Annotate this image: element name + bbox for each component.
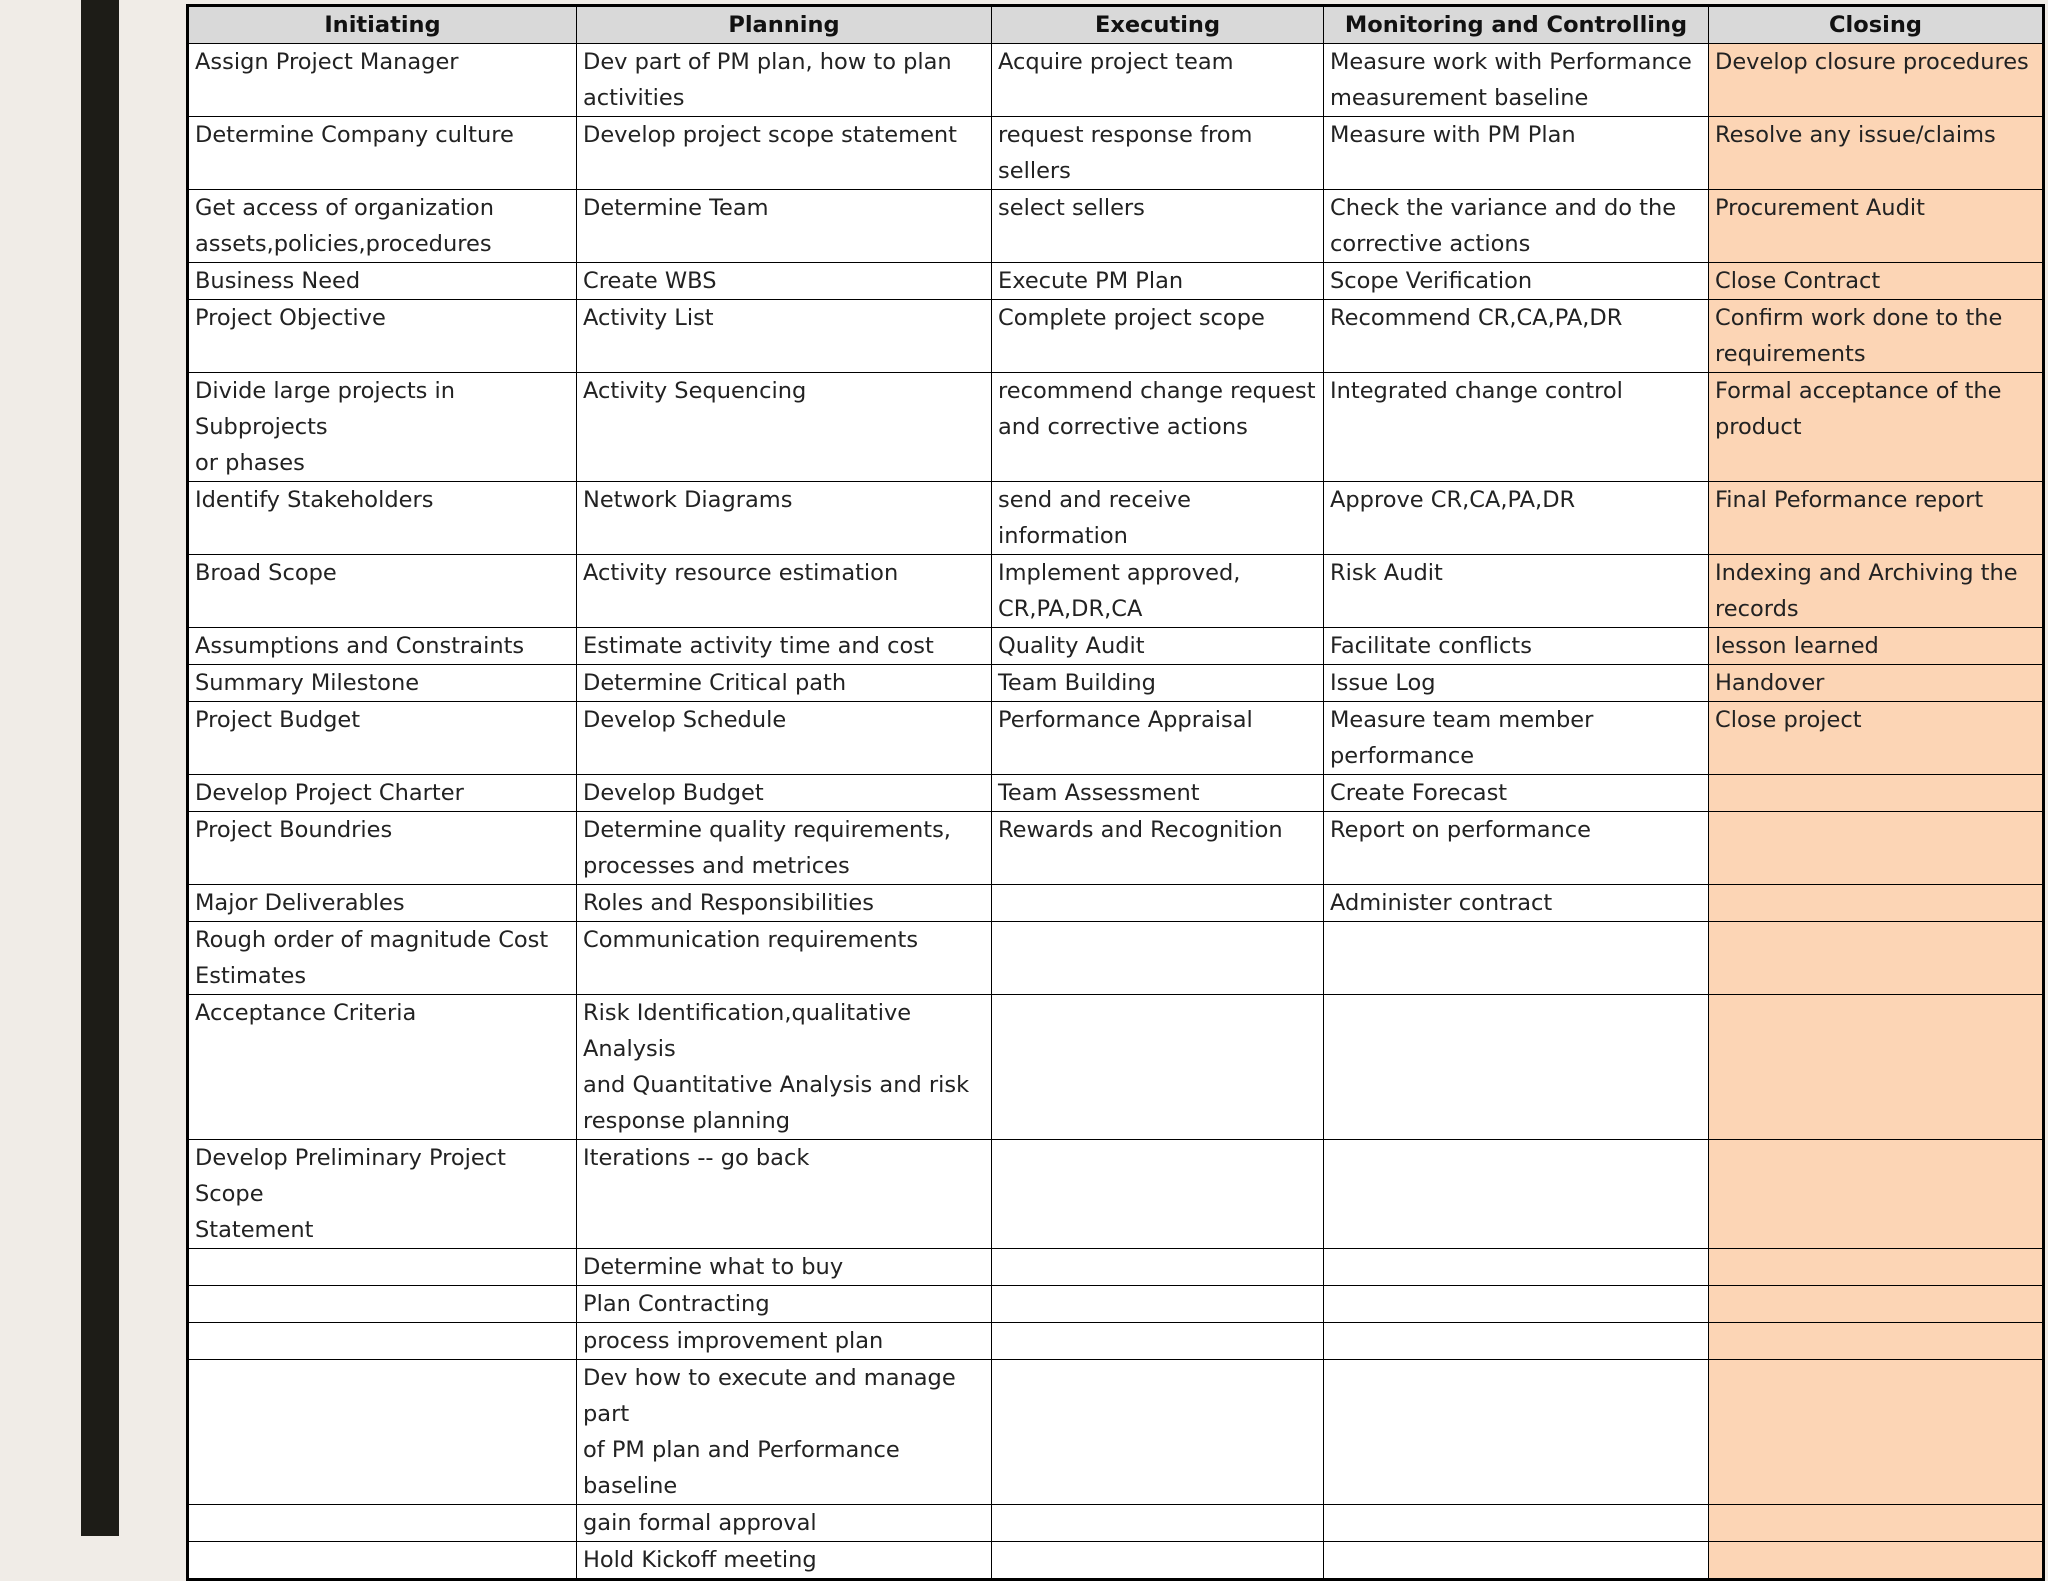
- table-row: [188, 1323, 2044, 1360]
- cell-closing: Resolve any issue/claims: [1709, 117, 2044, 190]
- cell-initiating: [188, 1323, 577, 1360]
- cell-executing: [992, 1286, 1324, 1323]
- cell-planning: Develop Schedule: [577, 702, 992, 775]
- cell-monitoring-and-controlling: Measure with PM Plan: [1324, 117, 1709, 190]
- cell-executing: recommend change request and corrective actions: [992, 373, 1324, 482]
- cell-initiating: Summary Milestone: [188, 665, 577, 702]
- cell-planning: Risk Identification,qualitative Analysis and Quantitative Analysis and risk response planning: [577, 995, 992, 1140]
- cell-executing: Team Building: [992, 665, 1324, 702]
- cell-executing: Performance Appraisal: [992, 702, 1324, 775]
- table-row: [188, 922, 2044, 995]
- cell-closing: Final Peformance report: [1709, 482, 2044, 555]
- cell-closing: [1709, 1360, 2044, 1505]
- table-row: [188, 117, 2044, 190]
- cell-planning: Activity List: [577, 300, 992, 373]
- cell-monitoring-and-controlling: [1324, 1360, 1709, 1505]
- table-row: [188, 263, 2044, 300]
- header-initiating: Initiating: [188, 6, 577, 44]
- cell-executing: Complete project scope: [992, 300, 1324, 373]
- cell-planning: Activity Sequencing: [577, 373, 992, 482]
- cell-planning: Activity resource estimation: [577, 555, 992, 628]
- cell-planning: Hold Kickoff meeting: [577, 1542, 992, 1580]
- cell-planning: Communication requirements: [577, 922, 992, 995]
- cell-initiating: Project Boundries: [188, 812, 577, 885]
- cell-executing: Execute PM Plan: [992, 263, 1324, 300]
- cell-monitoring-and-controlling: [1324, 1249, 1709, 1286]
- cell-closing: Close project: [1709, 702, 2044, 775]
- cell-executing: request response from sellers: [992, 117, 1324, 190]
- cell-executing: Acquire project team: [992, 44, 1324, 117]
- cell-monitoring-and-controlling: Create Forecast: [1324, 775, 1709, 812]
- cell-monitoring-and-controlling: Report on performance: [1324, 812, 1709, 885]
- cell-closing: [1709, 922, 2044, 995]
- table-body: [188, 44, 2044, 1580]
- cell-planning: Network Diagrams: [577, 482, 992, 555]
- cell-monitoring-and-controlling: [1324, 1140, 1709, 1249]
- cell-initiating: Assumptions and Constraints: [188, 628, 577, 665]
- cell-monitoring-and-controlling: [1324, 1286, 1709, 1323]
- cell-initiating: Divide large projects in Subprojects or phases: [188, 373, 577, 482]
- cell-monitoring-and-controlling: Integrated change control: [1324, 373, 1709, 482]
- cell-monitoring-and-controlling: [1324, 1323, 1709, 1360]
- cell-executing: [992, 922, 1324, 995]
- cell-monitoring-and-controlling: Risk Audit: [1324, 555, 1709, 628]
- cell-planning: Determine Team: [577, 190, 992, 263]
- cell-closing: Handover: [1709, 665, 2044, 702]
- table-row: [188, 1286, 2044, 1323]
- table-row: [188, 628, 2044, 665]
- table-row: [188, 482, 2044, 555]
- cell-closing: Formal acceptance of the product: [1709, 373, 2044, 482]
- header-planning: Planning: [577, 6, 992, 44]
- cell-initiating: Rough order of magnitude Cost Estimates: [188, 922, 577, 995]
- cell-monitoring-and-controlling: Approve CR,CA,PA,DR: [1324, 482, 1709, 555]
- table-row: [188, 1249, 2044, 1286]
- cell-executing: select sellers: [992, 190, 1324, 263]
- cell-initiating: Identify Stakeholders: [188, 482, 577, 555]
- cell-initiating: Assign Project Manager: [188, 44, 577, 117]
- cell-monitoring-and-controlling: [1324, 922, 1709, 995]
- cell-closing: Close Contract: [1709, 263, 2044, 300]
- table-row: [188, 665, 2044, 702]
- cell-initiating: [188, 1249, 577, 1286]
- cell-initiating: Project Objective: [188, 300, 577, 373]
- cell-planning: Develop Budget: [577, 775, 992, 812]
- cell-closing: Indexing and Archiving the records: [1709, 555, 2044, 628]
- cell-initiating: [188, 1286, 577, 1323]
- cell-executing: Rewards and Recognition: [992, 812, 1324, 885]
- cell-closing: [1709, 1249, 2044, 1286]
- cell-monitoring-and-controlling: [1324, 1542, 1709, 1580]
- cell-monitoring-and-controlling: Measure team member performance: [1324, 702, 1709, 775]
- cell-initiating: Business Need: [188, 263, 577, 300]
- cell-initiating: Determine Company culture: [188, 117, 577, 190]
- table-row: [188, 190, 2044, 263]
- cell-closing: [1709, 885, 2044, 922]
- cell-monitoring-and-controlling: Administer contract: [1324, 885, 1709, 922]
- cell-planning: Determine what to buy: [577, 1249, 992, 1286]
- cell-initiating: Develop Preliminary Project Scope Statement: [188, 1140, 577, 1249]
- header-executing: Executing: [992, 6, 1324, 44]
- cell-initiating: Acceptance Criteria: [188, 995, 577, 1140]
- header-monitoring-and-controlling: Monitoring and Controlling: [1324, 6, 1709, 44]
- left-accent-bar: [81, 0, 119, 1536]
- cell-closing: Develop closure procedures: [1709, 44, 2044, 117]
- cell-executing: send and receive information: [992, 482, 1324, 555]
- cell-planning: Create WBS: [577, 263, 992, 300]
- cell-executing: [992, 995, 1324, 1140]
- cell-planning: process improvement plan: [577, 1323, 992, 1360]
- cell-executing: [992, 1360, 1324, 1505]
- cell-monitoring-and-controlling: [1324, 995, 1709, 1140]
- cell-planning: Develop project scope statement: [577, 117, 992, 190]
- table-row: [188, 885, 2044, 922]
- cell-initiating: Broad Scope: [188, 555, 577, 628]
- header-row: [188, 6, 2044, 44]
- table-row: [188, 44, 2044, 117]
- cell-monitoring-and-controlling: Scope Verification: [1324, 263, 1709, 300]
- process-groups-table: [186, 4, 2045, 1581]
- cell-closing: [1709, 812, 2044, 885]
- cell-initiating: Major Deliverables: [188, 885, 577, 922]
- cell-planning: Determine quality requirements, processes and metrices: [577, 812, 992, 885]
- cell-closing: [1709, 775, 2044, 812]
- table-row: [188, 1140, 2044, 1249]
- cell-executing: [992, 1542, 1324, 1580]
- table-row: [188, 300, 2044, 373]
- cell-monitoring-and-controlling: Issue Log: [1324, 665, 1709, 702]
- cell-planning: Dev how to execute and manage part of PM plan and Performance baseline: [577, 1360, 992, 1505]
- table-row: [188, 1542, 2044, 1580]
- cell-planning: Dev part of PM plan, how to plan activities: [577, 44, 992, 117]
- cell-closing: [1709, 1286, 2044, 1323]
- cell-executing: Team Assessment: [992, 775, 1324, 812]
- table-row: [188, 555, 2044, 628]
- cell-initiating: [188, 1360, 577, 1505]
- table-row: [188, 995, 2044, 1140]
- cell-planning: Plan Contracting: [577, 1286, 992, 1323]
- cell-initiating: [188, 1542, 577, 1580]
- cell-executing: Implement approved, CR,PA,DR,CA: [992, 555, 1324, 628]
- cell-initiating: Project Budget: [188, 702, 577, 775]
- header-closing: Closing: [1709, 6, 2044, 44]
- cell-initiating: Develop Project Charter: [188, 775, 577, 812]
- cell-monitoring-and-controlling: Measure work with Performance measurement baseline: [1324, 44, 1709, 117]
- table-row: [188, 812, 2044, 885]
- cell-monitoring-and-controlling: Check the variance and do the corrective actions: [1324, 190, 1709, 263]
- cell-planning: Estimate activity time and cost: [577, 628, 992, 665]
- table-row: [188, 775, 2044, 812]
- cell-monitoring-and-controlling: Recommend CR,CA,PA,DR: [1324, 300, 1709, 373]
- cell-initiating: Get access of organization assets,policies,procedures: [188, 190, 577, 263]
- cell-planning: Iterations -- go back: [577, 1140, 992, 1249]
- cell-closing: [1709, 1542, 2044, 1580]
- cell-executing: [992, 885, 1324, 922]
- cell-planning: gain formal approval: [577, 1505, 992, 1542]
- cell-closing: lesson learned: [1709, 628, 2044, 665]
- cell-executing: [992, 1249, 1324, 1286]
- cell-planning: Roles and Responsibilities: [577, 885, 992, 922]
- cell-planning: Determine Critical path: [577, 665, 992, 702]
- cell-executing: [992, 1323, 1324, 1360]
- cell-closing: [1709, 1140, 2044, 1249]
- table-row: [188, 702, 2044, 775]
- table-row: [188, 373, 2044, 482]
- cell-executing: Quality Audit: [992, 628, 1324, 665]
- cell-closing: Confirm work done to the requirements: [1709, 300, 2044, 373]
- cell-closing: [1709, 995, 2044, 1140]
- cell-executing: [992, 1140, 1324, 1249]
- table-row: [188, 1360, 2044, 1505]
- cell-monitoring-and-controlling: Facilitate conflicts: [1324, 628, 1709, 665]
- cell-closing: Procurement Audit: [1709, 190, 2044, 263]
- cell-closing: [1709, 1323, 2044, 1360]
